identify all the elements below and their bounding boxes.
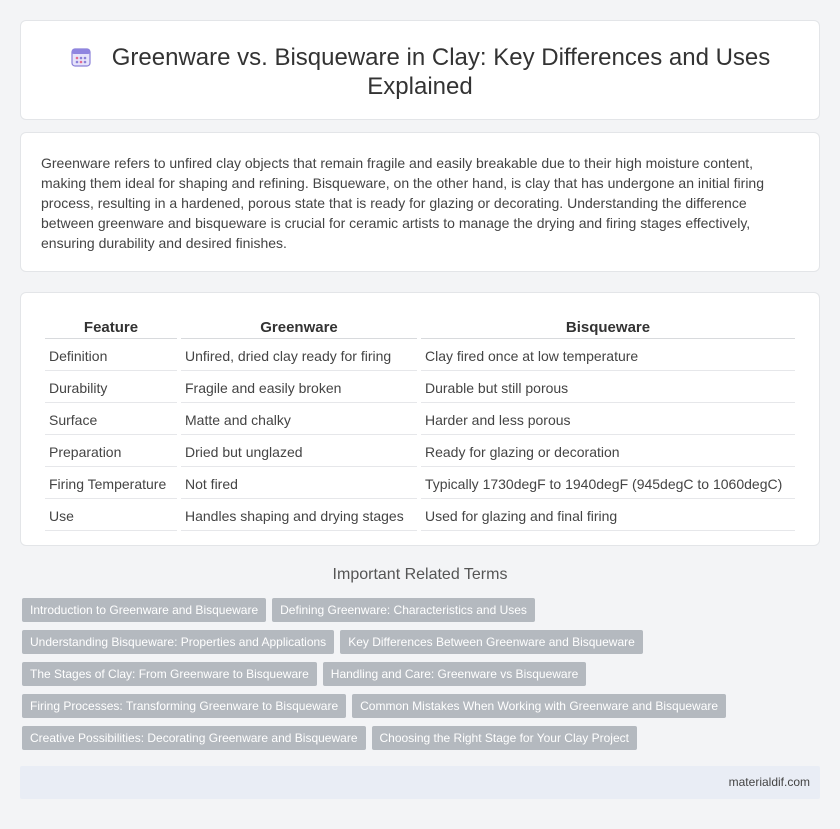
greenware-cell: Not fired xyxy=(181,469,417,499)
footer-bar xyxy=(20,766,820,799)
related-term-tag[interactable]: Understanding Bisqueware: Properties and Applications xyxy=(22,630,334,654)
feature-cell: Definition xyxy=(45,341,177,371)
table-row xyxy=(45,437,795,467)
related-term-tag[interactable]: Introduction to Greenware and Bisqueware xyxy=(22,598,266,622)
greenware-cell: Fragile and easily broken xyxy=(181,373,417,403)
bisqueware-cell: Clay fired once at low temperature xyxy=(421,341,795,371)
intro-paragraph: Greenware refers to unfired clay objects that remain fragile and easily breakable due to their high moisture content, making them ideal for shaping and refining. Bisqueware, on the other hand, is clay that has undergone an initial firing process, resulting in a hardened, porous state that is ready for glazing or decorating. Understanding the difference between greenware and bisqueware is crucial for ceramic artists to manage the drying and firing stages effectively, ensuring durability and desired finishes. xyxy=(41,155,765,251)
table-row xyxy=(45,501,795,531)
feature-cell: Surface xyxy=(45,405,177,435)
related-term-tag[interactable]: Firing Processes: Transforming Greenware to Bisqueware xyxy=(22,694,346,718)
header-greenware: Greenware xyxy=(181,315,417,339)
header-card xyxy=(20,20,820,120)
related-term-tag[interactable]: Common Mistakes When Working with Greenware and Bisqueware xyxy=(352,694,726,718)
footer-site-link[interactable]: materialdif.com xyxy=(728,775,810,789)
comparison-table xyxy=(41,313,799,533)
related-terms-heading: Important Related Terms xyxy=(332,566,508,583)
page-title: Greenware vs. Bisqueware in Clay: Key Differences and Uses Explained xyxy=(111,44,771,100)
header-feature: Feature xyxy=(45,315,177,339)
tag-row xyxy=(22,630,822,662)
tag-row xyxy=(22,694,822,726)
table-row xyxy=(45,341,795,371)
header-bisqueware: Bisqueware xyxy=(421,315,795,339)
related-terms-list xyxy=(22,598,822,758)
related-term-tag[interactable]: Choosing the Right Stage for Your Clay Project xyxy=(372,726,637,750)
feature-cell: Preparation xyxy=(45,437,177,467)
page-title-wrap xyxy=(21,43,819,101)
feature-cell: Durability xyxy=(45,373,177,403)
greenware-cell: Unfired, dried clay ready for firing xyxy=(181,341,417,371)
related-term-tag[interactable]: The Stages of Clay: From Greenware to Bisqueware xyxy=(22,662,317,686)
calendar-icon xyxy=(70,46,92,68)
comparison-card xyxy=(20,292,820,546)
greenware-cell: Matte and chalky xyxy=(181,405,417,435)
tag-row xyxy=(22,726,822,758)
feature-cell: Firing Temperature xyxy=(45,469,177,499)
bisqueware-cell: Typically 1730degF to 1940degF (945degC to 1060degC) xyxy=(421,469,795,499)
bisqueware-cell: Used for glazing and final firing xyxy=(421,501,795,531)
bisqueware-cell: Durable but still porous xyxy=(421,373,795,403)
tag-row xyxy=(22,598,822,630)
tag-row xyxy=(22,662,822,694)
intro-card xyxy=(20,132,820,272)
table-row xyxy=(45,405,795,435)
bisqueware-cell: Harder and less porous xyxy=(421,405,795,435)
feature-cell: Use xyxy=(45,501,177,531)
table-row xyxy=(45,373,795,403)
table-row xyxy=(45,469,795,499)
related-term-tag[interactable]: Key Differences Between Greenware and Bisqueware xyxy=(340,630,643,654)
bisqueware-cell: Ready for glazing or decoration xyxy=(421,437,795,467)
related-term-tag[interactable]: Defining Greenware: Characteristics and Uses xyxy=(272,598,535,622)
greenware-cell: Dried but unglazed xyxy=(181,437,417,467)
greenware-cell: Handles shaping and drying stages xyxy=(181,501,417,531)
table-header-row xyxy=(45,315,795,339)
related-term-tag[interactable]: Creative Possibilities: Decorating Greenware and Bisqueware xyxy=(22,726,366,750)
related-term-tag[interactable]: Handling and Care: Greenware vs Bisqueware xyxy=(323,662,586,686)
